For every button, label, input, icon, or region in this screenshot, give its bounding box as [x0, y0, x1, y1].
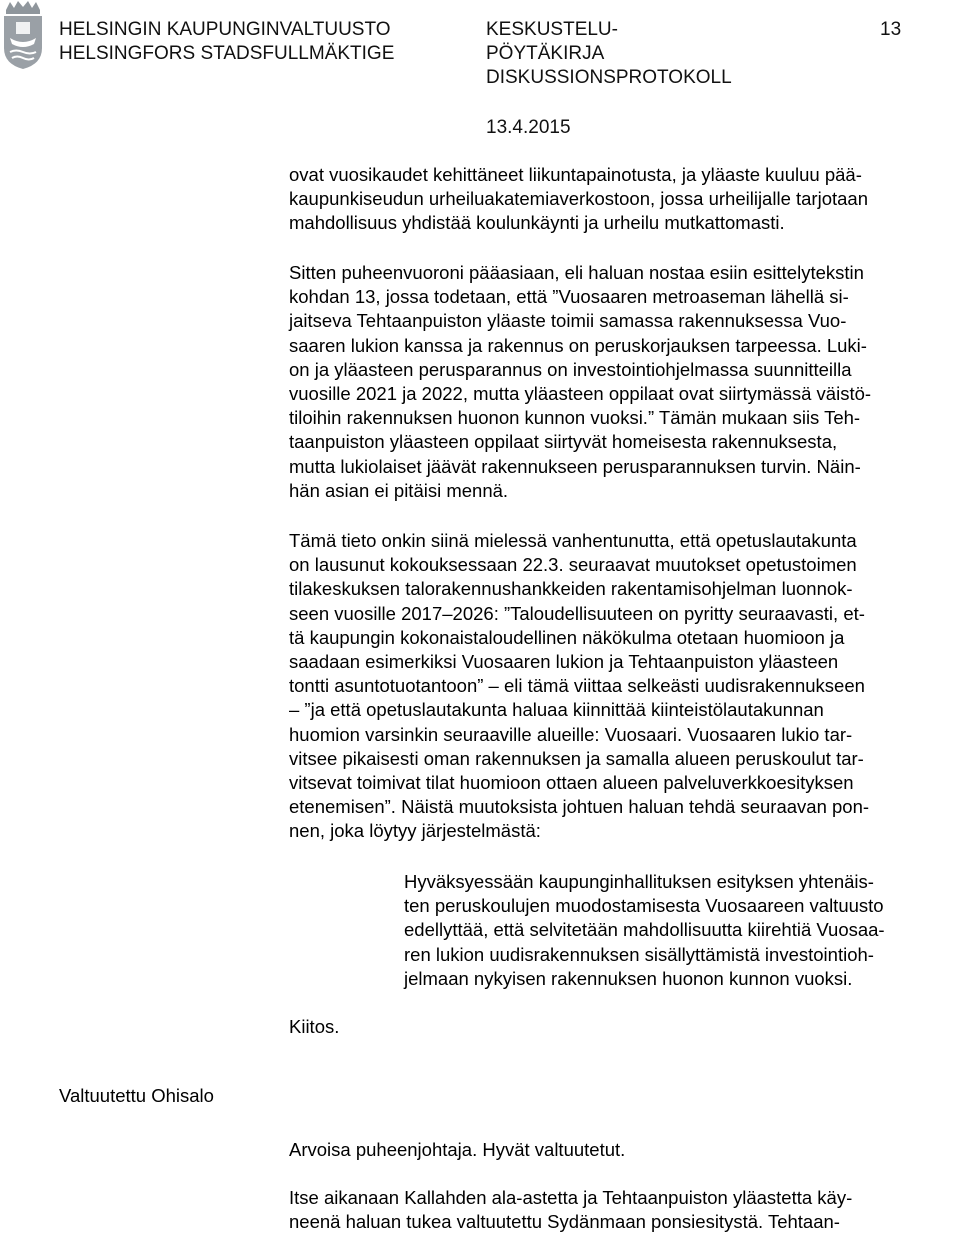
paragraph-1: [289, 163, 949, 236]
text-line: Itse aikanaan Kallahden ala-astetta ja Tehtaanpuiston yläastetta käy-: [289, 1187, 853, 1208]
text-line: tä kaupungin kokonaistaloudellinen näkökulma otetaan huomioon ja: [289, 626, 845, 648]
text-line: vitsevat toimivat tilat huomioon ottaen alueen palveluverkkoesityksen: [289, 772, 854, 794]
text-line: Tämä tieto onkin siinä mielessä vanhentunutta, että opetuslautakunta: [289, 530, 857, 551]
text-line: mutta lukiolaiset jäävät rakennukseen perusparannuksen turvin. Näin-: [289, 455, 861, 477]
text-line: saadaan esimerkiksi Vuosaaren lukion ja Tehtaanpuiston yläasteen: [289, 651, 839, 673]
text-line: saaren lukion kanssa ja rakennus on peruskorjauksen tarpeessa. Luki-: [289, 334, 867, 356]
text-line: jelmaan nykyisen rakennuksen huonon kunnon vuoksi.: [404, 967, 853, 989]
text-line: on ja yläasteen perusparannus on investointiohjelmassa suunnitteilla: [289, 358, 852, 380]
greeting: Arvoisa puheenjohtaja. Hyvät valtuutetut.: [289, 1139, 626, 1160]
text-line: – ”ja että opetuslautakunta haluaa kiinnittää kiinteistölautakunnan: [289, 699, 824, 721]
text-line: jaitseva Tehtaanpuiston yläaste toimii samassa rakennuksessa Vuo-: [289, 310, 847, 332]
coat-of-arms-icon: [0, 0, 46, 70]
text-line: Hyväksyessään kaupunginhallituksen esityksen yhtenäis-: [404, 871, 874, 892]
text-line: vuosille 2021 ja 2022, mutta yläasteen oppilaat ovat siirtymässä väistö-: [289, 383, 872, 405]
meeting-date: 13.4.2015: [486, 117, 571, 138]
text-line: on lausunut kokouksessaan 22.3. seuraavat muutokset opetustoimen: [289, 554, 857, 576]
page-number: 13: [880, 19, 902, 40]
document-type-line-3: DISKUSSIONSPROTOKOLL: [486, 67, 732, 88]
paragraph-4: [289, 1186, 949, 1234]
text-line: ovat vuosikaudet kehittäneet liikuntapainotusta, ja yläaste kuuluu pää-: [289, 164, 862, 185]
org-name-swedish: HELSINGFORS STADSFULLMÄKTIGE: [59, 43, 395, 64]
text-line: hän asian ei pitäisi mennä.: [289, 479, 509, 501]
text-line: mahdollisuus yhdistää koulunkäynti ja urheilu mutkattomasti.: [289, 212, 785, 234]
text-line: huomion varsinkin seuraaville alueille: Vuosaari. Vuosaaren lukio tar-: [289, 723, 853, 745]
text-line: etenemisen”. Näistä muutoksista johtuen haluan tehdä seuraavan pon-: [289, 796, 870, 818]
text-line: seen vuosille 2017–2026: ”Taloudellisuuteen on pyritty seuraavasti, et-: [289, 602, 865, 624]
text-line: nen, joka löytyy järjestelmästä:: [289, 820, 541, 842]
text-line: kohdan 13, jossa todetaan, että ”Vuosaaren metroaseman lähellä si-: [289, 286, 849, 308]
motion-text: [404, 870, 954, 991]
text-line: vitsee pikaisesti oman rakennuksen ja samalla alueen peruskoulut tar-: [289, 747, 864, 769]
text-line: edellyttää, että selvitetään mahdollisuutta kiirehtiä Vuosaa-: [404, 919, 885, 941]
text-line: tontti asuntotuotantoon” – eli tämä viittaa selkeästi uudisrakennukseen: [289, 675, 865, 697]
text-line: ten peruskoulujen muodostamisesta Vuosaareen valtuusto: [404, 895, 884, 917]
paragraph-3: [289, 529, 949, 844]
text-line: neenä haluan tukea valtuutettu Sydänmaan ponsiesitystä. Tehtaan-: [289, 1211, 840, 1233]
closing-thanks: Kiitos.: [289, 1016, 340, 1037]
document-type-line-1: KESKUSTELU-: [486, 19, 618, 40]
text-line: ren lukion uudisrakennuksen sisällyttämistä investointioh-: [404, 943, 874, 965]
text-line: tiloihin rakennuksen huonon kunnon vuoksi.” Tämän mukaan siis Teh-: [289, 407, 861, 429]
org-name-finnish: HELSINGIN KAUPUNGINVALTUUSTO: [59, 19, 391, 40]
text-line: tilakeskuksen talorakennushankkeiden rakentamisohjelman luonnok-: [289, 578, 853, 600]
speaker-name: Valtuutettu Ohisalo: [59, 1085, 214, 1106]
text-line: taanpuiston yläasteen oppilaat siirtyvät homeisesta rakennuksesta,: [289, 431, 838, 453]
paragraph-2: [289, 261, 949, 503]
text-line: kaupunkiseudun urheiluakatemiaverkostoon, jossa urheilijalle tarjotaan: [289, 188, 868, 210]
text-line: Sitten puheenvuoroni pääasiaan, eli haluan nostaa esiin esittelytekstin: [289, 262, 864, 283]
document-type-line-2: PÖYTÄKIRJA: [486, 43, 605, 64]
